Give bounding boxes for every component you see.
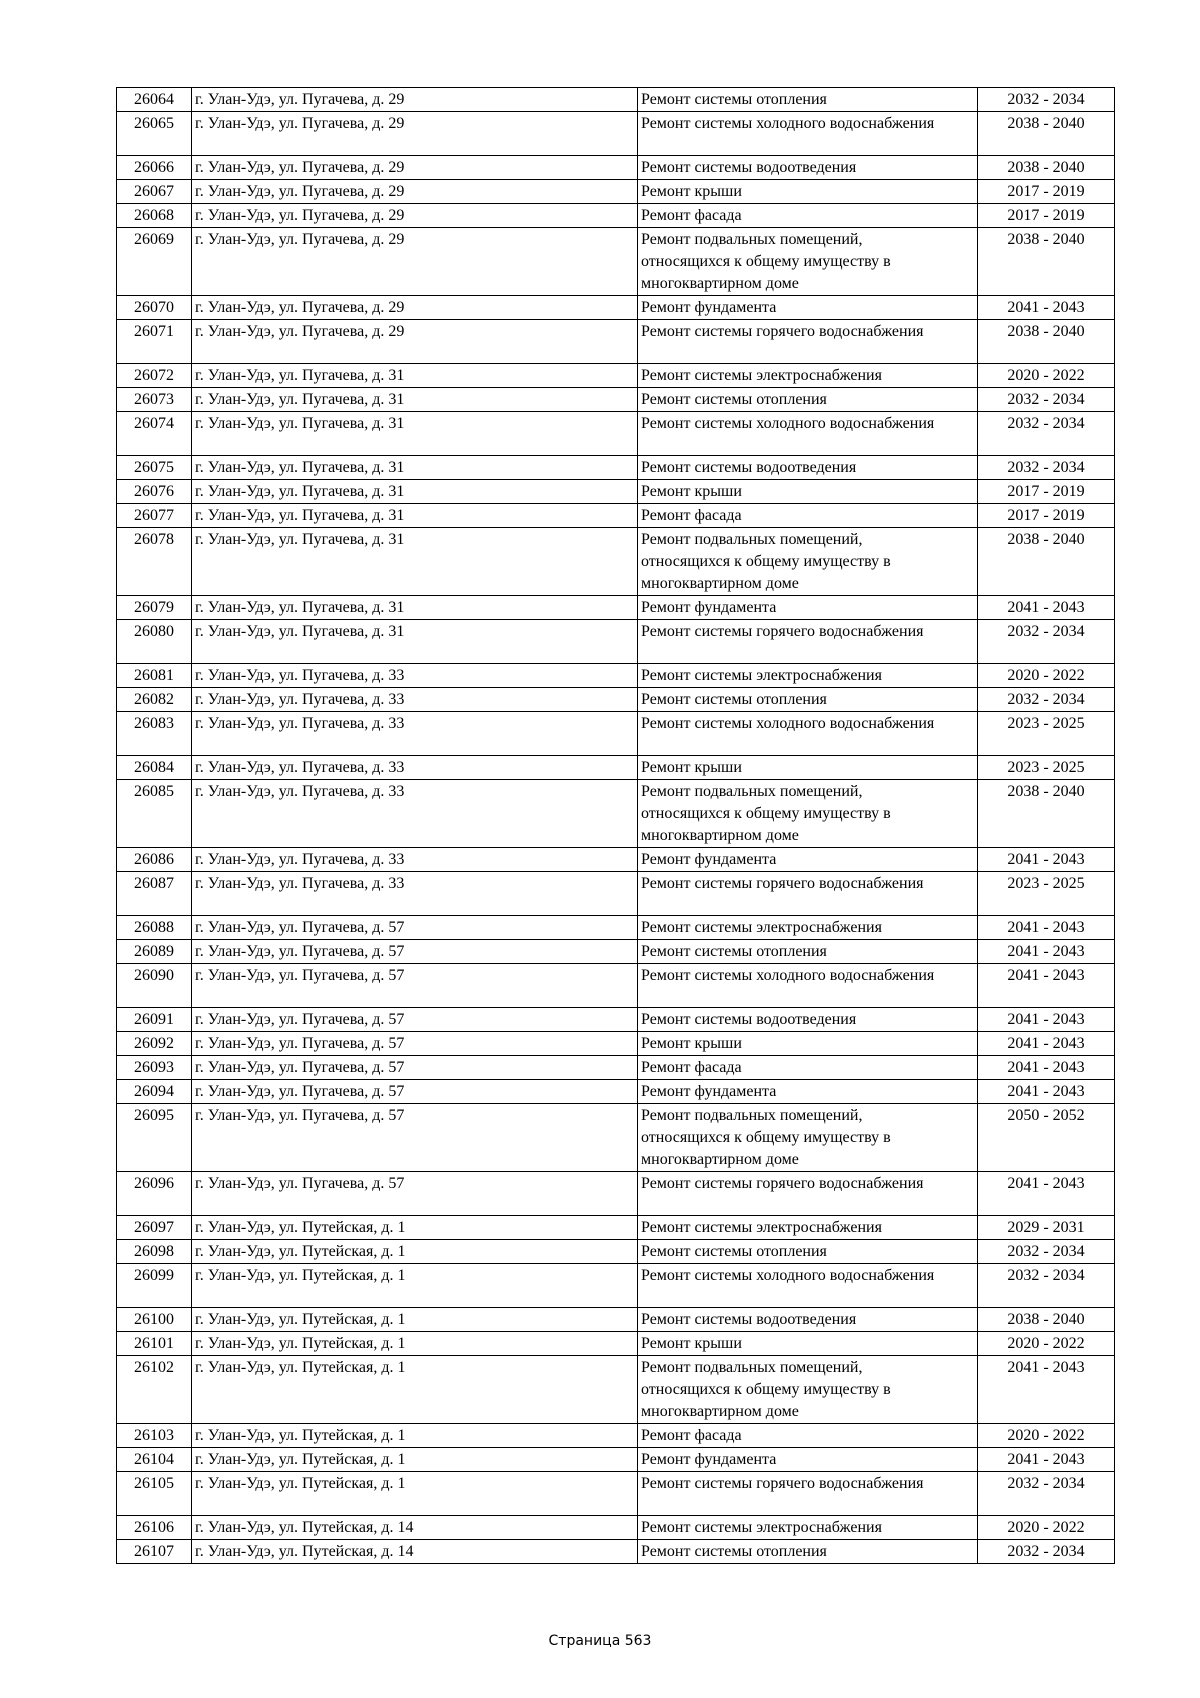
row-address: г. Улан-Удэ, ул. Пугачева, д. 33 [192,664,638,688]
row-number: 26093 [117,1056,192,1080]
table-row [117,1264,1115,1308]
row-work-type: Ремонт подвальных помещений, относящихся к общему имуществу в многоквартирном доме [638,228,978,296]
row-period: 2041 - 2043 [978,1008,1115,1032]
row-address: г. Улан-Удэ, ул. Пугачева, д. 57 [192,1056,638,1080]
table-row [117,596,1115,620]
table-row [117,620,1115,664]
row-period: 2032 - 2034 [978,88,1115,112]
table-row [117,412,1115,456]
row-period: 2041 - 2043 [978,964,1115,1008]
row-number: 26080 [117,620,192,664]
row-period: 2041 - 2043 [978,1056,1115,1080]
row-work-type: Ремонт системы отопления [638,1540,978,1564]
row-period: 2038 - 2040 [978,112,1115,156]
row-number: 26091 [117,1008,192,1032]
row-period: 2041 - 2043 [978,296,1115,320]
row-number: 26074 [117,412,192,456]
row-work-type: Ремонт системы холодного водоснабжения [638,412,978,456]
row-period: 2020 - 2022 [978,664,1115,688]
row-work-type: Ремонт фундамента [638,596,978,620]
table-row [117,872,1115,916]
row-address: г. Улан-Удэ, ул. Пугачева, д. 33 [192,756,638,780]
row-work-type: Ремонт системы электроснабжения [638,364,978,388]
row-number: 26102 [117,1356,192,1424]
table-row [117,940,1115,964]
row-period: 2032 - 2034 [978,1240,1115,1264]
row-number: 26066 [117,156,192,180]
row-work-type: Ремонт системы отопления [638,688,978,712]
row-address: г. Улан-Удэ, ул. Путейская, д. 1 [192,1472,638,1516]
repair-schedule-body [117,88,1115,1564]
row-address: г. Улан-Удэ, ул. Пугачева, д. 31 [192,528,638,596]
table-row [117,180,1115,204]
row-period: 2020 - 2022 [978,1424,1115,1448]
table-row [117,480,1115,504]
table-row [117,1448,1115,1472]
row-period: 2023 - 2025 [978,872,1115,916]
table-row [117,1516,1115,1540]
row-number: 26100 [117,1308,192,1332]
row-address: г. Улан-Удэ, ул. Пугачева, д. 29 [192,204,638,228]
row-period: 2032 - 2034 [978,388,1115,412]
row-period: 2032 - 2034 [978,1472,1115,1516]
row-number: 26076 [117,480,192,504]
row-period: 2038 - 2040 [978,320,1115,364]
document-sheet [116,87,1114,1564]
row-work-type: Ремонт системы электроснабжения [638,916,978,940]
row-address: г. Улан-Удэ, ул. Пугачева, д. 29 [192,112,638,156]
row-address: г. Улан-Удэ, ул. Пугачева, д. 29 [192,320,638,364]
row-number: 26101 [117,1332,192,1356]
row-address: г. Улан-Удэ, ул. Пугачева, д. 31 [192,412,638,456]
row-period: 2032 - 2034 [978,688,1115,712]
table-row [117,1080,1115,1104]
row-period: 2032 - 2034 [978,620,1115,664]
row-number: 26085 [117,780,192,848]
row-address: г. Улан-Удэ, ул. Пугачева, д. 57 [192,1172,638,1216]
row-period: 2032 - 2034 [978,1264,1115,1308]
row-number: 26077 [117,504,192,528]
row-work-type: Ремонт системы холодного водоснабжения [638,964,978,1008]
row-number: 26073 [117,388,192,412]
table-row [117,1540,1115,1564]
row-period: 2023 - 2025 [978,756,1115,780]
row-period: 2038 - 2040 [978,528,1115,596]
row-number: 26071 [117,320,192,364]
table-row [117,1104,1115,1172]
table-row [117,156,1115,180]
row-number: 26086 [117,848,192,872]
row-period: 2017 - 2019 [978,204,1115,228]
row-work-type: Ремонт системы холодного водоснабжения [638,112,978,156]
row-period: 2020 - 2022 [978,1332,1115,1356]
row-work-type: Ремонт системы электроснабжения [638,1216,978,1240]
row-address: г. Улан-Удэ, ул. Путейская, д. 1 [192,1264,638,1308]
row-number: 26096 [117,1172,192,1216]
table-row [117,88,1115,112]
row-number: 26067 [117,180,192,204]
row-number: 26078 [117,528,192,596]
row-address: г. Улан-Удэ, ул. Пугачева, д. 57 [192,1080,638,1104]
row-address: г. Улан-Удэ, ул. Путейская, д. 14 [192,1540,638,1564]
row-number: 26103 [117,1424,192,1448]
table-row [117,1216,1115,1240]
row-address: г. Улан-Удэ, ул. Пугачева, д. 57 [192,1032,638,1056]
row-address: г. Улан-Удэ, ул. Путейская, д. 1 [192,1424,638,1448]
table-row [117,456,1115,480]
row-number: 26082 [117,688,192,712]
row-number: 26087 [117,872,192,916]
table-row [117,964,1115,1008]
row-work-type: Ремонт системы электроснабжения [638,664,978,688]
row-number: 26098 [117,1240,192,1264]
row-address: г. Улан-Удэ, ул. Пугачева, д. 33 [192,712,638,756]
row-work-type: Ремонт системы отопления [638,388,978,412]
row-number: 26070 [117,296,192,320]
row-number: 26094 [117,1080,192,1104]
page-footer [0,1633,1200,1649]
row-period: 2041 - 2043 [978,1448,1115,1472]
table-row [117,1032,1115,1056]
row-period: 2029 - 2031 [978,1216,1115,1240]
row-address: г. Улан-Удэ, ул. Путейская, д. 1 [192,1216,638,1240]
row-address: г. Улан-Удэ, ул. Пугачева, д. 31 [192,596,638,620]
row-period: 2041 - 2043 [978,1172,1115,1216]
table-row [117,1424,1115,1448]
row-number: 26105 [117,1472,192,1516]
row-address: г. Улан-Удэ, ул. Пугачева, д. 29 [192,180,638,204]
table-row [117,388,1115,412]
row-number: 26089 [117,940,192,964]
row-period: 2020 - 2022 [978,364,1115,388]
row-number: 26069 [117,228,192,296]
row-address: г. Улан-Удэ, ул. Пугачева, д. 31 [192,456,638,480]
row-work-type: Ремонт системы водоотведения [638,1008,978,1032]
table-row [117,1008,1115,1032]
row-address: г. Улан-Удэ, ул. Пугачева, д. 57 [192,1008,638,1032]
row-work-type: Ремонт системы электроснабжения [638,1516,978,1540]
row-number: 26079 [117,596,192,620]
row-work-type: Ремонт крыши [638,480,978,504]
row-work-type: Ремонт фасада [638,1424,978,1448]
row-work-type: Ремонт системы водоотведения [638,1308,978,1332]
row-period: 2017 - 2019 [978,504,1115,528]
row-address: г. Улан-Удэ, ул. Пугачева, д. 31 [192,388,638,412]
row-address: г. Улан-Удэ, ул. Пугачева, д. 31 [192,364,638,388]
row-work-type: Ремонт подвальных помещений, относящихся к общему имуществу в многоквартирном доме [638,780,978,848]
row-period: 2038 - 2040 [978,1308,1115,1332]
row-number: 26084 [117,756,192,780]
row-work-type: Ремонт системы горячего водоснабжения [638,320,978,364]
row-period: 2038 - 2040 [978,156,1115,180]
row-number: 26095 [117,1104,192,1172]
row-work-type: Ремонт системы холодного водоснабжения [638,1264,978,1308]
table-row [117,1240,1115,1264]
row-number: 26097 [117,1216,192,1240]
row-address: г. Улан-Удэ, ул. Путейская, д. 1 [192,1308,638,1332]
table-row [117,528,1115,596]
row-number: 26106 [117,1516,192,1540]
table-row [117,112,1115,156]
row-number: 26088 [117,916,192,940]
row-period: 2020 - 2022 [978,1516,1115,1540]
row-period: 2017 - 2019 [978,480,1115,504]
row-work-type: Ремонт фундамента [638,296,978,320]
row-work-type: Ремонт подвальных помещений, относящихся к общему имуществу в многоквартирном доме [638,528,978,596]
row-number: 26092 [117,1032,192,1056]
row-work-type: Ремонт фундамента [638,1448,978,1472]
row-address: г. Улан-Удэ, ул. Пугачева, д. 33 [192,780,638,848]
row-address: г. Улан-Удэ, ул. Пугачева, д. 33 [192,688,638,712]
row-period: 2032 - 2034 [978,1540,1115,1564]
row-work-type: Ремонт системы горячего водоснабжения [638,1472,978,1516]
row-period: 2050 - 2052 [978,1104,1115,1172]
table-row [117,712,1115,756]
row-period: 2041 - 2043 [978,940,1115,964]
table-row [117,1332,1115,1356]
row-work-type: Ремонт системы горячего водоснабжения [638,620,978,664]
row-address: г. Улан-Удэ, ул. Пугачева, д. 57 [192,916,638,940]
row-work-type: Ремонт системы холодного водоснабжения [638,712,978,756]
row-number: 26090 [117,964,192,1008]
row-period: 2038 - 2040 [978,228,1115,296]
row-work-type: Ремонт фасада [638,504,978,528]
row-work-type: Ремонт фасада [638,1056,978,1080]
row-address: г. Улан-Удэ, ул. Путейская, д. 14 [192,1516,638,1540]
row-period: 2041 - 2043 [978,848,1115,872]
row-period: 2041 - 2043 [978,1032,1115,1056]
row-work-type: Ремонт системы водоотведения [638,456,978,480]
table-row [117,1356,1115,1424]
row-work-type: Ремонт крыши [638,1032,978,1056]
row-period: 2032 - 2034 [978,412,1115,456]
table-row [117,504,1115,528]
row-address: г. Улан-Удэ, ул. Пугачева, д. 57 [192,964,638,1008]
row-address: г. Улан-Удэ, ул. Путейская, д. 1 [192,1356,638,1424]
row-address: г. Улан-Удэ, ул. Пугачева, д. 31 [192,504,638,528]
row-address: г. Улан-Удэ, ул. Пугачева, д. 57 [192,940,638,964]
row-number: 26081 [117,664,192,688]
row-work-type: Ремонт системы горячего водоснабжения [638,1172,978,1216]
row-work-type: Ремонт подвальных помещений, относящихся к общему имуществу в многоквартирном доме [638,1104,978,1172]
row-work-type: Ремонт системы горячего водоснабжения [638,872,978,916]
table-row [117,1172,1115,1216]
table-row [117,664,1115,688]
row-address: г. Улан-Удэ, ул. Путейская, д. 1 [192,1448,638,1472]
row-number: 26107 [117,1540,192,1564]
row-work-type: Ремонт фасада [638,204,978,228]
table-row [117,1472,1115,1516]
row-work-type: Ремонт системы отопления [638,1240,978,1264]
row-address: г. Улан-Удэ, ул. Пугачева, д. 29 [192,156,638,180]
row-period: 2041 - 2043 [978,596,1115,620]
row-period: 2038 - 2040 [978,780,1115,848]
row-address: г. Улан-Удэ, ул. Пугачева, д. 33 [192,872,638,916]
row-address: г. Улан-Удэ, ул. Пугачева, д. 29 [192,228,638,296]
table-row [117,364,1115,388]
table-row [117,848,1115,872]
row-work-type: Ремонт крыши [638,1332,978,1356]
row-period: 2017 - 2019 [978,180,1115,204]
row-address: г. Улан-Удэ, ул. Пугачева, д. 29 [192,88,638,112]
row-number: 26075 [117,456,192,480]
row-number: 26068 [117,204,192,228]
row-period: 2041 - 2043 [978,1356,1115,1424]
row-work-type: Ремонт системы водоотведения [638,156,978,180]
table-row [117,780,1115,848]
table-row [117,1308,1115,1332]
row-number: 26064 [117,88,192,112]
row-number: 26099 [117,1264,192,1308]
row-work-type: Ремонт фундамента [638,848,978,872]
row-period: 2032 - 2034 [978,456,1115,480]
row-period: 2041 - 2043 [978,1080,1115,1104]
row-address: г. Улан-Удэ, ул. Пугачева, д. 31 [192,480,638,504]
table-row [117,916,1115,940]
row-number: 26065 [117,112,192,156]
row-work-type: Ремонт системы отопления [638,940,978,964]
row-address: г. Улан-Удэ, ул. Путейская, д. 1 [192,1240,638,1264]
row-work-type: Ремонт системы отопления [638,88,978,112]
row-work-type: Ремонт фундамента [638,1080,978,1104]
table-row [117,320,1115,364]
row-number: 26072 [117,364,192,388]
row-number: 26083 [117,712,192,756]
table-row [117,1056,1115,1080]
table-row [117,296,1115,320]
row-period: 2041 - 2043 [978,916,1115,940]
row-address: г. Улан-Удэ, ул. Путейская, д. 1 [192,1332,638,1356]
row-work-type: Ремонт подвальных помещений, относящихся к общему имуществу в многоквартирном доме [638,1356,978,1424]
row-address: г. Улан-Удэ, ул. Пугачева, д. 57 [192,1104,638,1172]
row-address: г. Улан-Удэ, ул. Пугачева, д. 33 [192,848,638,872]
table-row [117,204,1115,228]
row-number: 26104 [117,1448,192,1472]
row-address: г. Улан-Удэ, ул. Пугачева, д. 31 [192,620,638,664]
row-address: г. Улан-Удэ, ул. Пугачева, д. 29 [192,296,638,320]
repair-schedule-table [116,87,1115,1564]
row-work-type: Ремонт крыши [638,756,978,780]
row-period: 2023 - 2025 [978,712,1115,756]
row-work-type: Ремонт крыши [638,180,978,204]
table-row [117,688,1115,712]
page-number: Страница 563 [548,1633,652,1649]
table-row [117,756,1115,780]
table-row [117,228,1115,296]
